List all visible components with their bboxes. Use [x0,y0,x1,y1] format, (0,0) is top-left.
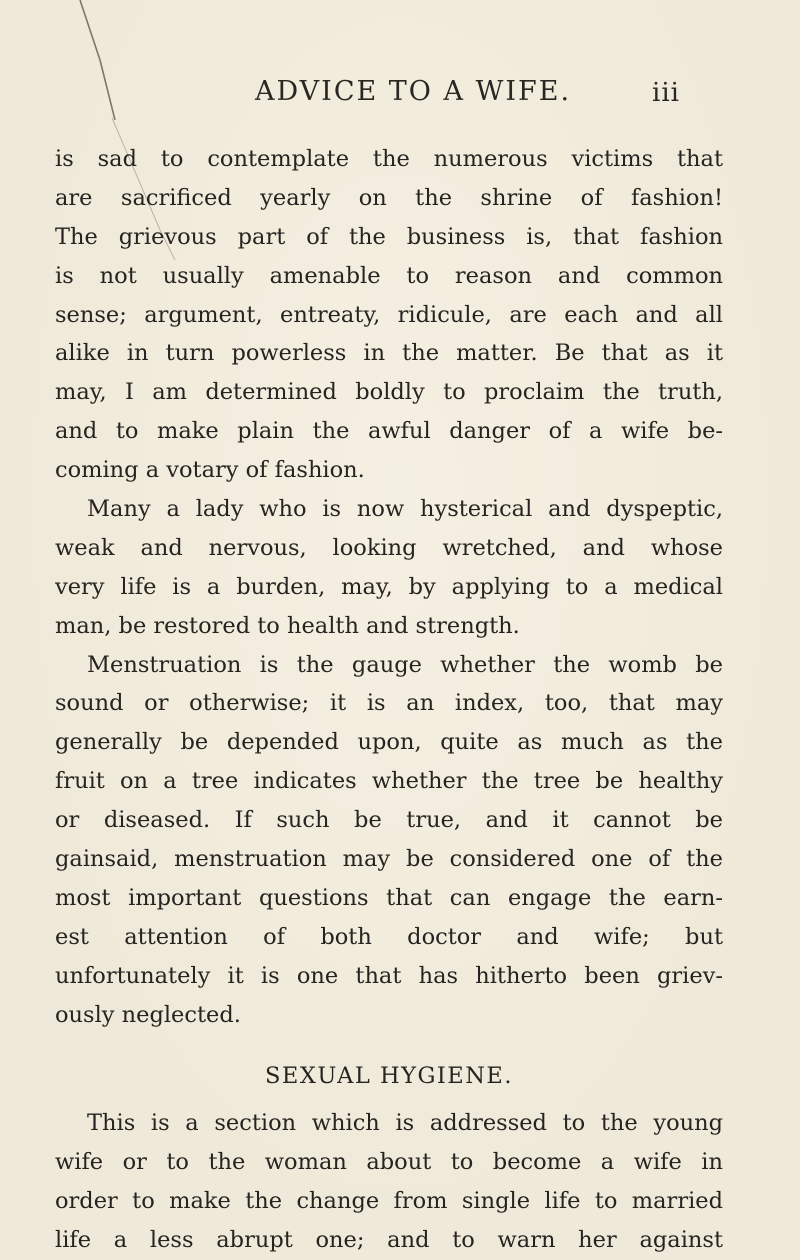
section-heading: SEXUAL HYGIENE. [265,1063,513,1090]
text-line: This is a section which is addressed to the young [87,1110,723,1137]
text-line: life a less abrupt one; and to warn her against [55,1227,723,1254]
text-line: est attention of both doctor and wife; but [55,923,723,950]
text-line: Menstruation is the gauge whether the womb be [87,651,723,678]
text-line: very life is a burden, may, by applying to a medical [55,573,723,600]
text-line: sound or otherwise; it is an index, too, that may [55,690,723,717]
text-line: sense; argument, entreaty, ridicule, are each and all [55,301,723,328]
text-line: order to make the change from single life to married [55,1188,723,1215]
running-title: ADVICE TO A WIFE. [255,76,572,107]
text-line: weak and nervous, looking wretched, and whose [55,534,723,561]
text-line: man, be restored to health and strength. [55,612,520,639]
paragraph-1 [55,140,723,490]
text-line: are sacrificed yearly on the shrine of fashion! [55,184,723,211]
text-line: most important questions that can engage the earn- [55,884,723,911]
paragraph-3 [55,646,723,1035]
text-line: and to make plain the awful danger of a wife be- [55,418,723,445]
text-line: may, I am determined boldly to proclaim the truth, [55,379,723,406]
text-line: ously neglected. [55,1001,241,1028]
running-head [0,76,800,116]
text-line: unfortunately it is one that has hitherto been griev- [55,962,723,989]
text-line: is not usually amenable to reason and common [55,262,723,289]
text-line: wife or to the woman about to become a wife in [55,1149,723,1176]
paragraph-4 [55,1104,723,1260]
text-line: generally be depended upon, quite as much as the [55,729,723,756]
text-line: alike in turn powerless in the matter. Be that as it [55,340,723,367]
page-number: iii [652,78,680,108]
text-line: or diseased. If such be true, and it cannot be [55,807,723,834]
text-line: coming a votary of fashion. [55,457,365,484]
text-line: The grievous part of the business is, that fashion [55,223,723,250]
paragraph-2 [55,490,723,646]
text-line: fruit on a tree indicates whether the tree be healthy [55,768,723,795]
text-line: Many a lady who is now hysterical and dyspeptic, [87,496,723,523]
text-line: is sad to contemplate the numerous victims that [55,146,723,172]
text-line: gainsaid, menstruation may be considered one of the [55,846,723,873]
body-text [55,140,723,1260]
